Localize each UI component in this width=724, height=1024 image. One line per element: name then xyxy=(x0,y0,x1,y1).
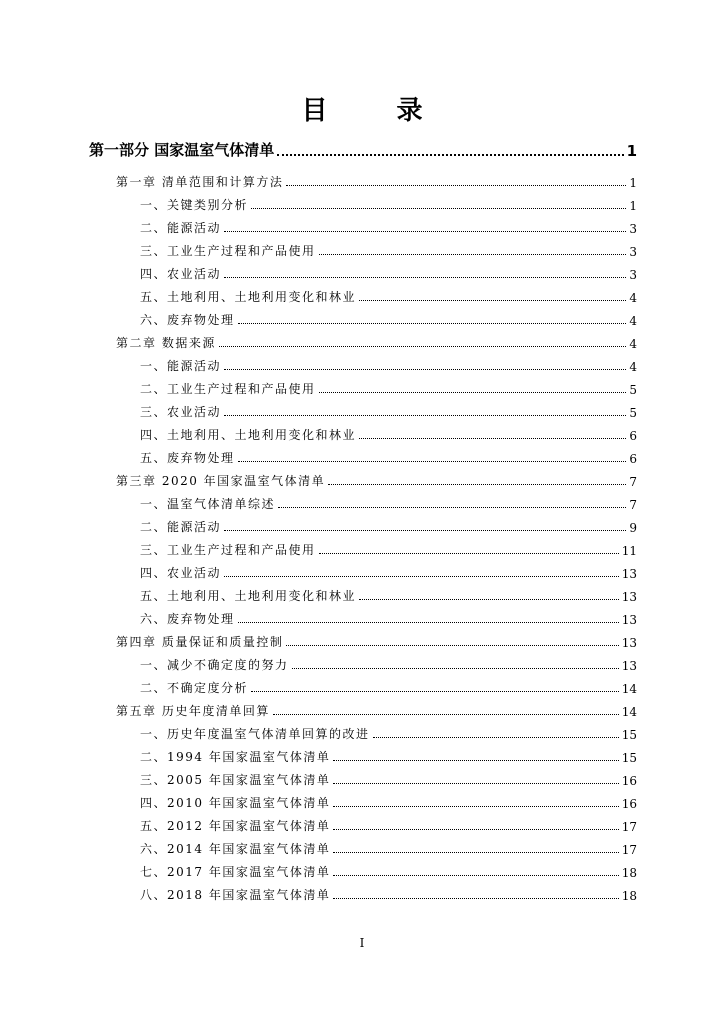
toc-chapter-entry[interactable] xyxy=(116,331,637,351)
toc-entry-page: 18 xyxy=(621,866,637,880)
toc-chapter-entry[interactable] xyxy=(116,630,637,650)
toc-entry-page: 15 xyxy=(621,751,637,765)
toc-leader-dots xyxy=(251,691,619,692)
toc-leader-dots xyxy=(333,852,618,853)
toc-entry-page: 14 xyxy=(621,682,637,696)
toc-entry-label: 八、2018 年国家温室气体清单 xyxy=(140,888,331,902)
toc-leader-dots xyxy=(238,622,619,623)
toc-entry-page: 4 xyxy=(629,314,637,328)
toc-entry-page: 17 xyxy=(621,820,637,834)
toc-entry-label: 二、不确定度分析 xyxy=(140,681,249,695)
toc-section-entry[interactable] xyxy=(140,561,637,581)
toc-entry-page: 16 xyxy=(621,797,637,811)
toc-leader-dots xyxy=(373,737,619,738)
toc-entry-label: 三、农业活动 xyxy=(140,405,222,419)
toc-leader-dots xyxy=(224,576,619,577)
toc-entry-label: 五、土地利用、土地利用变化和林业 xyxy=(140,589,357,603)
toc-section-entry[interactable] xyxy=(140,285,637,305)
toc-leader-dots xyxy=(359,599,619,600)
toc-entry-label: 四、农业活动 xyxy=(140,267,222,281)
toc-entry-page: 13 xyxy=(621,659,637,673)
toc-leader-dots xyxy=(333,898,618,899)
toc-entry-page: 7 xyxy=(629,498,637,512)
toc-section-entry[interactable] xyxy=(140,768,637,788)
toc-section-entry[interactable] xyxy=(140,446,637,466)
toc-leader-dots xyxy=(286,185,626,186)
toc-entry-label: 三、工业生产过程和产品使用 xyxy=(140,543,316,557)
page-number: I xyxy=(359,936,365,950)
toc-leader-dots xyxy=(251,208,626,209)
page-title: 目 录 xyxy=(301,96,453,126)
toc-entry-page: 16 xyxy=(621,774,637,788)
toc-entry-label: 一、减少不确定度的努力 xyxy=(140,658,289,672)
toc-entry-page: 5 xyxy=(629,383,637,397)
toc-section-entry[interactable] xyxy=(140,860,637,880)
toc-entry-page: 13 xyxy=(621,636,637,650)
toc-entry-label: 二、工业生产过程和产品使用 xyxy=(140,382,316,396)
toc-leader-dots xyxy=(224,231,626,232)
toc-leader-dots xyxy=(224,530,626,531)
toc-section-entry[interactable] xyxy=(140,216,637,236)
toc-leader-dots xyxy=(286,645,618,646)
toc-leader-dots xyxy=(359,438,626,439)
toc-entry-page: 5 xyxy=(629,406,637,420)
toc-entry-page: 6 xyxy=(629,452,637,466)
toc-section-entry[interactable] xyxy=(140,239,637,259)
toc-entry-page: 13 xyxy=(621,613,637,627)
toc-section-entry[interactable] xyxy=(140,791,637,811)
toc-entry-label: 五、土地利用、土地利用变化和林业 xyxy=(140,290,357,304)
toc-entry-label: 第二章 数据来源 xyxy=(116,336,216,350)
toc-entry-page: 3 xyxy=(629,268,637,282)
toc-leader-dots xyxy=(333,806,618,807)
toc-entry-label: 六、废弃物处理 xyxy=(140,612,235,626)
toc-entry-page: 9 xyxy=(629,521,637,535)
toc-entry-page: 1 xyxy=(629,199,637,213)
toc-section-entry[interactable] xyxy=(140,262,637,282)
toc-entry-page: 6 xyxy=(629,429,637,443)
toc-entry-label: 四、农业活动 xyxy=(140,566,222,580)
toc-entry-label: 六、2014 年国家温室气体清单 xyxy=(140,842,331,856)
toc-entry-page: 4 xyxy=(629,360,637,374)
toc-entry-page: 18 xyxy=(621,889,637,903)
toc-entry-label: 二、能源活动 xyxy=(140,221,222,235)
toc-entry-label: 一、历史年度温室气体清单回算的改进 xyxy=(140,727,370,741)
toc-leader-dots xyxy=(292,668,619,669)
toc-entry-label: 二、1994 年国家温室气体清单 xyxy=(140,750,331,764)
toc-entry-page: 4 xyxy=(629,291,637,305)
toc-leader-dots xyxy=(278,507,626,508)
toc-part-label: 第一部分 国家温室气体清单 xyxy=(89,141,275,159)
toc-section-entry[interactable] xyxy=(140,515,637,535)
toc-entry-page: 11 xyxy=(621,544,637,558)
toc-part-entry[interactable] xyxy=(89,138,637,160)
toc-entry-label: 三、2005 年国家温室气体清单 xyxy=(140,773,331,787)
toc-section-entry[interactable] xyxy=(140,837,637,857)
toc-entry-label: 四、土地利用、土地利用变化和林业 xyxy=(140,428,357,442)
toc-entry-label: 第一章 清单范围和计算方法 xyxy=(116,175,284,189)
toc-entry-page: 4 xyxy=(629,337,637,351)
toc-section-entry[interactable] xyxy=(140,377,637,397)
toc-entry-label: 一、关键类别分析 xyxy=(140,198,249,212)
toc-leader-dots xyxy=(333,875,618,876)
toc-leader-dots xyxy=(238,461,626,462)
toc-leader-dots xyxy=(224,369,626,370)
toc-leader-dots xyxy=(219,346,626,347)
toc-entry-label: 一、能源活动 xyxy=(140,359,222,373)
toc-entry-label: 第三章 2020 年国家温室气体清单 xyxy=(116,474,326,488)
toc-entry-page: 14 xyxy=(621,705,637,719)
toc-section-entry[interactable] xyxy=(140,745,637,765)
toc-entry-page: 15 xyxy=(621,728,637,742)
toc-leader-dots xyxy=(333,760,618,761)
toc-section-entry[interactable] xyxy=(140,722,637,742)
toc-section-entry[interactable] xyxy=(140,653,637,673)
toc-leader-dots xyxy=(328,484,626,485)
toc-entry-page: 3 xyxy=(629,245,637,259)
toc-entry-label: 二、能源活动 xyxy=(140,520,222,534)
toc-leader-dots xyxy=(333,783,618,784)
toc-section-entry[interactable] xyxy=(140,814,637,834)
toc-section-entry[interactable] xyxy=(140,492,637,512)
toc-section-entry[interactable] xyxy=(140,607,637,627)
toc-entry-page: 13 xyxy=(621,590,637,604)
toc-entry-page: 17 xyxy=(621,843,637,857)
toc-entry-label: 六、废弃物处理 xyxy=(140,313,235,327)
toc-leader-dots xyxy=(319,553,619,554)
toc-leader-dots xyxy=(224,415,626,416)
toc-section-entry[interactable] xyxy=(140,423,637,443)
toc-entry-page: 13 xyxy=(621,567,637,581)
toc-leader-dots xyxy=(238,323,626,324)
toc-section-entry[interactable] xyxy=(140,676,637,696)
toc-entry-label: 五、2012 年国家温室气体清单 xyxy=(140,819,331,833)
toc-leader-dots xyxy=(319,392,626,393)
toc-section-entry[interactable] xyxy=(140,883,637,903)
toc-chapter-entry[interactable] xyxy=(116,469,637,489)
toc-entry-label: 四、2010 年国家温室气体清单 xyxy=(140,796,331,810)
toc-leader-dots xyxy=(359,300,626,301)
toc-entry-label: 五、废弃物处理 xyxy=(140,451,235,465)
toc-entry-label: 第五章 历史年度清单回算 xyxy=(116,704,270,718)
toc-entry-label: 一、温室气体清单综述 xyxy=(140,497,276,511)
toc-entry-page: 3 xyxy=(629,222,637,236)
toc-section-entry[interactable] xyxy=(140,584,637,604)
toc-section-entry[interactable] xyxy=(140,400,637,420)
toc-entry-page: 7 xyxy=(629,475,637,489)
toc-part-page: 1 xyxy=(626,142,637,160)
toc-leader-dots xyxy=(277,154,623,156)
toc-leader-dots xyxy=(224,277,626,278)
toc-leader-dots xyxy=(319,254,626,255)
toc-entry-label: 第四章 质量保证和质量控制 xyxy=(116,635,284,649)
toc-section-entry[interactable] xyxy=(140,193,637,213)
toc-leader-dots xyxy=(273,714,619,715)
toc-section-entry[interactable] xyxy=(140,308,637,328)
toc-entry-page: 1 xyxy=(629,176,637,190)
toc-section-entry[interactable] xyxy=(140,538,637,558)
toc-leader-dots xyxy=(333,829,618,830)
toc-chapter-entry[interactable] xyxy=(116,699,637,719)
toc-section-entry[interactable] xyxy=(140,354,637,374)
toc-chapter-entry[interactable] xyxy=(116,170,637,190)
toc-entry-label: 三、工业生产过程和产品使用 xyxy=(140,244,316,258)
toc-entry-label: 七、2017 年国家温室气体清单 xyxy=(140,865,331,879)
